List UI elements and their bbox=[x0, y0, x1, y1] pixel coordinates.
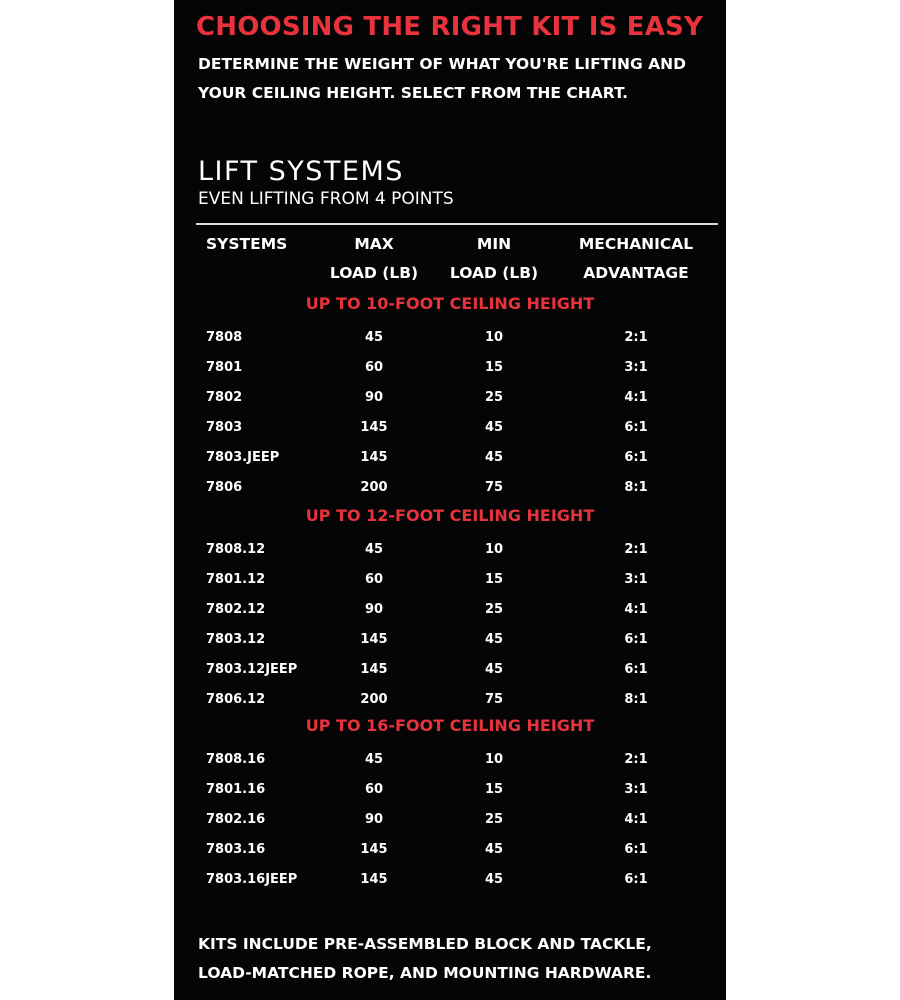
min-load-cell: 45 bbox=[484, 872, 504, 887]
system-cell: 7803.16JEEP bbox=[206, 872, 298, 887]
min-load-cell: 45 bbox=[484, 842, 504, 857]
mechanical-advantage-cell: 3:1 bbox=[624, 782, 648, 797]
max-load-cell: 60 bbox=[364, 572, 384, 587]
min-load-cell: 45 bbox=[484, 420, 504, 435]
mechanical-advantage-cell: 6:1 bbox=[624, 872, 648, 887]
system-cell: 7802 bbox=[206, 390, 243, 405]
lift-systems-chart-panel bbox=[174, 0, 726, 1000]
max-load-cell: 45 bbox=[364, 542, 384, 557]
column-header-mechanical-advantage: MECHANICAL ADVANTAGE bbox=[578, 235, 694, 282]
max-load-cell: 145 bbox=[360, 450, 388, 465]
mechanical-advantage-cell: 4:1 bbox=[624, 390, 648, 405]
table-row bbox=[174, 542, 726, 562]
min-load-cell: 45 bbox=[484, 632, 504, 647]
section-title: LIFT SYSTEMS bbox=[198, 156, 404, 187]
table-row bbox=[174, 480, 726, 500]
system-cell: 7808.16 bbox=[206, 752, 266, 767]
table-row bbox=[174, 662, 726, 682]
table-row bbox=[174, 872, 726, 892]
column-header-min-load: MIN LOAD (LB) bbox=[449, 235, 539, 282]
min-load-cell: 15 bbox=[484, 572, 504, 587]
mechanical-advantage-cell: 2:1 bbox=[624, 752, 648, 767]
min-load-cell: 10 bbox=[484, 542, 504, 557]
footer-note: KITS INCLUDE PRE-ASSEMBLED BLOCK AND TACKLE, LOAD-MATCHED ROPE, AND MOUNTING HARDWARE. bbox=[198, 935, 652, 982]
mechanical-advantage-cell: 4:1 bbox=[624, 812, 648, 827]
column-header-max-load: MAX LOAD (LB) bbox=[329, 235, 419, 282]
max-load-cell: 90 bbox=[364, 390, 384, 405]
min-load-cell: 15 bbox=[484, 360, 504, 375]
max-load-cell: 60 bbox=[364, 782, 384, 797]
min-load-cell: 15 bbox=[484, 782, 504, 797]
system-cell: 7808.12 bbox=[206, 542, 266, 557]
table-row bbox=[174, 420, 726, 440]
max-load-cell: 145 bbox=[360, 842, 388, 857]
max-load-cell: 90 bbox=[364, 812, 384, 827]
section-subtitle: EVEN LIFTING FROM 4 POINTS bbox=[198, 189, 454, 209]
ceiling-height-group-label: UP TO 10-FOOT CEILING HEIGHT bbox=[305, 294, 595, 313]
headline: CHOOSING THE RIGHT KIT IS EASY bbox=[196, 12, 703, 42]
system-cell: 7803 bbox=[206, 420, 243, 435]
table-row bbox=[174, 330, 726, 350]
table-row bbox=[174, 390, 726, 410]
table-row bbox=[174, 602, 726, 622]
mechanical-advantage-cell: 3:1 bbox=[624, 360, 648, 375]
max-load-cell: 200 bbox=[360, 692, 388, 707]
min-load-cell: 45 bbox=[484, 662, 504, 677]
system-cell: 7801.16 bbox=[206, 782, 266, 797]
mechanical-advantage-cell: 8:1 bbox=[624, 480, 648, 495]
intro-text: DETERMINE THE WEIGHT OF WHAT YOU'RE LIFTING AND YOUR CEILING HEIGHT. SELECT FROM THE CHART. bbox=[198, 55, 686, 102]
column-header-systems: SYSTEMS bbox=[206, 235, 288, 253]
max-load-cell: 145 bbox=[360, 662, 388, 677]
ceiling-height-group-label: UP TO 16-FOOT CEILING HEIGHT bbox=[305, 716, 595, 735]
mechanical-advantage-cell: 6:1 bbox=[624, 450, 648, 465]
table-row bbox=[174, 572, 726, 592]
max-load-cell: 45 bbox=[364, 330, 384, 345]
table-row bbox=[174, 360, 726, 380]
system-cell: 7801.12 bbox=[206, 572, 266, 587]
min-load-cell: 25 bbox=[484, 812, 504, 827]
max-load-cell: 145 bbox=[360, 420, 388, 435]
min-load-cell: 25 bbox=[484, 602, 504, 617]
mechanical-advantage-cell: 3:1 bbox=[624, 572, 648, 587]
system-cell: 7803.12JEEP bbox=[206, 662, 298, 677]
max-load-cell: 200 bbox=[360, 480, 388, 495]
table-row bbox=[174, 842, 726, 862]
system-cell: 7806 bbox=[206, 480, 243, 495]
system-cell: 7802.16 bbox=[206, 812, 266, 827]
mechanical-advantage-cell: 2:1 bbox=[624, 542, 648, 557]
min-load-cell: 75 bbox=[484, 480, 504, 495]
table-row bbox=[174, 450, 726, 470]
system-cell: 7803.JEEP bbox=[206, 450, 280, 465]
system-cell: 7803.12 bbox=[206, 632, 266, 647]
table-row bbox=[174, 782, 726, 802]
max-load-cell: 45 bbox=[364, 752, 384, 767]
min-load-cell: 75 bbox=[484, 692, 504, 707]
mechanical-advantage-cell: 6:1 bbox=[624, 420, 648, 435]
system-cell: 7801 bbox=[206, 360, 243, 375]
mechanical-advantage-cell: 6:1 bbox=[624, 842, 648, 857]
max-load-cell: 60 bbox=[364, 360, 384, 375]
table-row bbox=[174, 812, 726, 832]
system-cell: 7806.12 bbox=[206, 692, 266, 707]
min-load-cell: 10 bbox=[484, 752, 504, 767]
mechanical-advantage-cell: 6:1 bbox=[624, 632, 648, 647]
min-load-cell: 25 bbox=[484, 390, 504, 405]
system-cell: 7803.16 bbox=[206, 842, 266, 857]
min-load-cell: 45 bbox=[484, 450, 504, 465]
mechanical-advantage-cell: 2:1 bbox=[624, 330, 648, 345]
system-cell: 7808 bbox=[206, 330, 243, 345]
mechanical-advantage-cell: 8:1 bbox=[624, 692, 648, 707]
mechanical-advantage-cell: 4:1 bbox=[624, 602, 648, 617]
table-row bbox=[174, 752, 726, 772]
max-load-cell: 145 bbox=[360, 872, 388, 887]
system-cell: 7802.12 bbox=[206, 602, 266, 617]
max-load-cell: 145 bbox=[360, 632, 388, 647]
table-row bbox=[174, 632, 726, 652]
mechanical-advantage-cell: 6:1 bbox=[624, 662, 648, 677]
max-load-cell: 90 bbox=[364, 602, 384, 617]
header-divider bbox=[196, 223, 718, 225]
min-load-cell: 10 bbox=[484, 330, 504, 345]
table-row bbox=[174, 692, 726, 712]
ceiling-height-group-label: UP TO 12-FOOT CEILING HEIGHT bbox=[305, 506, 595, 525]
